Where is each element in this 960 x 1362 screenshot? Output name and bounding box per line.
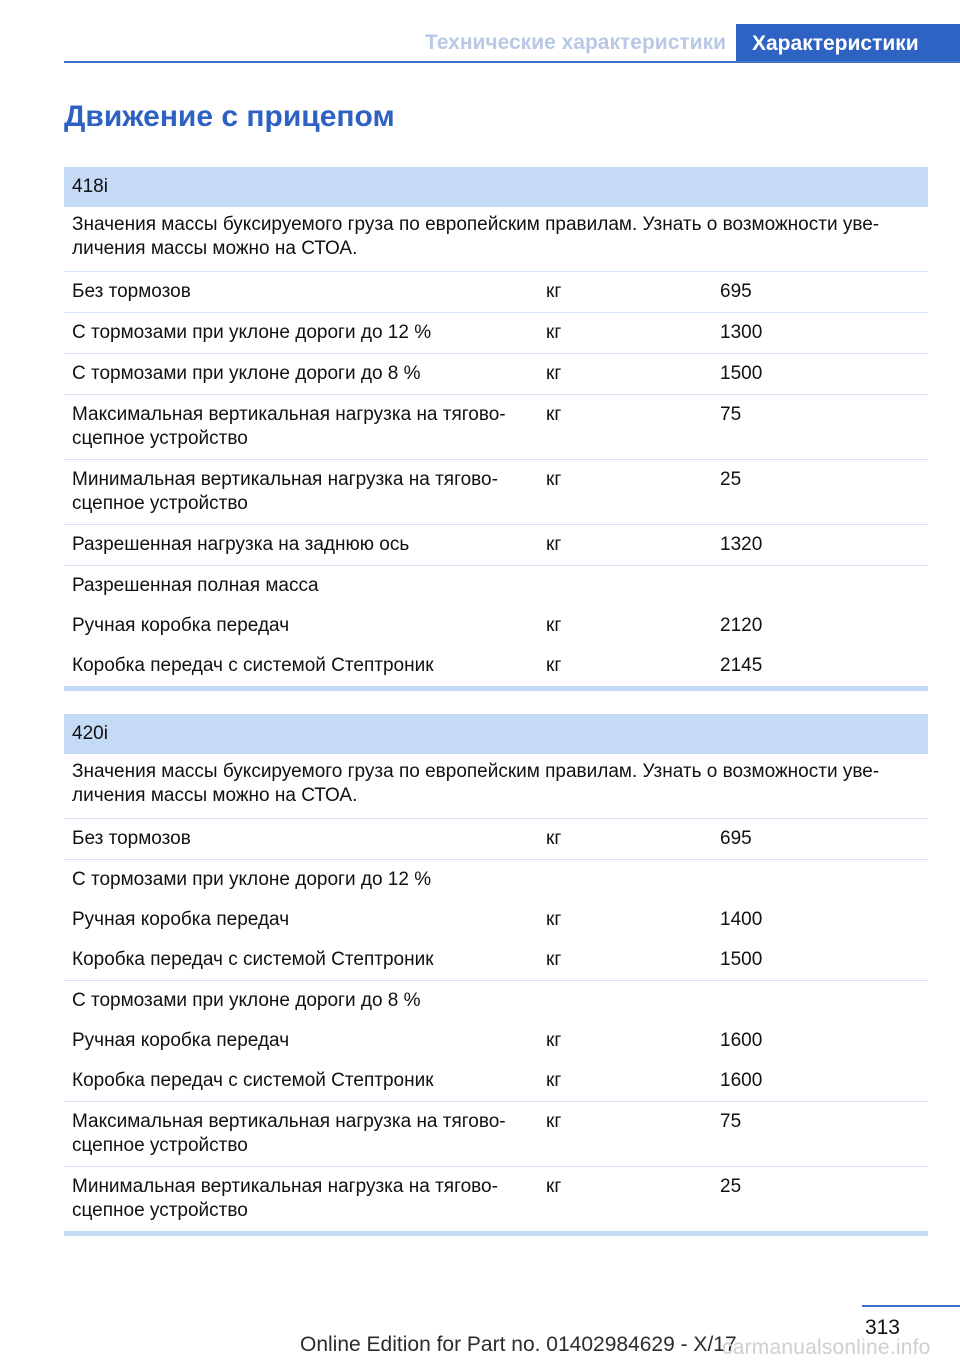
row-label: Ручная коробка передач bbox=[72, 909, 290, 930]
table-bottom-rule bbox=[64, 686, 928, 691]
table-row bbox=[64, 980, 928, 1021]
row-value bbox=[720, 574, 928, 598]
row-unit: кг bbox=[546, 655, 562, 676]
row-value: 1320 bbox=[720, 534, 763, 555]
row-unit: кг bbox=[546, 469, 562, 490]
row-label: С тормозами при уклоне дороги до 8 % bbox=[72, 363, 421, 384]
row-label: Разрешенная полная масса bbox=[72, 575, 319, 596]
row-value: 75 bbox=[720, 404, 742, 425]
header-section-title: Технические характеристики bbox=[424, 31, 726, 54]
table-row bbox=[64, 565, 928, 606]
table-row bbox=[64, 859, 928, 900]
table-note bbox=[64, 754, 928, 818]
table-note bbox=[64, 207, 928, 271]
table-row bbox=[64, 394, 928, 459]
row-label: Разрешенная нагрузка на заднюю ось bbox=[72, 534, 410, 555]
model-header: 418i bbox=[64, 167, 928, 207]
row-value bbox=[720, 868, 928, 892]
watermark: carmanualsonline.info bbox=[722, 1336, 931, 1359]
row-label: С тормозами при уклоне дороги до 12 % bbox=[72, 869, 432, 890]
note-text: Значения массы буксируемого груза по европейским правилам. Узнать о возможности уве-личения массы можно на СТОА. bbox=[72, 761, 880, 806]
row-unit: кг bbox=[546, 1030, 562, 1051]
row-unit bbox=[546, 989, 720, 1013]
table-row bbox=[64, 900, 928, 940]
row-unit: кг bbox=[546, 363, 562, 384]
row-value: 1600 bbox=[720, 1030, 763, 1051]
table-row bbox=[64, 1101, 928, 1166]
row-label: Максимальная вертикальная нагрузка на тягово-сцепное устройство bbox=[72, 1111, 506, 1156]
page-title: Движение с прицепом bbox=[64, 100, 395, 133]
table-row bbox=[64, 818, 928, 859]
row-unit bbox=[546, 868, 720, 892]
row-unit: кг bbox=[546, 828, 562, 849]
row-unit: кг bbox=[546, 949, 562, 970]
row-value: 25 bbox=[720, 1176, 742, 1197]
table-row bbox=[64, 646, 928, 686]
row-label: Максимальная вертикальная нагрузка на тягово-сцепное устройство bbox=[72, 404, 506, 449]
row-label: С тормозами при уклоне дороги до 12 % bbox=[72, 322, 432, 343]
row-label: Без тормозов bbox=[72, 281, 191, 302]
row-value: 2120 bbox=[720, 615, 763, 636]
row-unit: кг bbox=[546, 404, 562, 425]
table-row bbox=[64, 1021, 928, 1061]
table-row bbox=[64, 940, 928, 980]
row-unit: кг bbox=[546, 1176, 562, 1197]
row-value: 1500 bbox=[720, 363, 763, 384]
row-unit: кг bbox=[546, 909, 562, 930]
header-divider bbox=[64, 61, 960, 63]
page-number: 313 bbox=[864, 1316, 900, 1339]
row-unit: кг bbox=[546, 1070, 562, 1091]
row-label: С тормозами при уклоне дороги до 8 % bbox=[72, 990, 421, 1011]
row-value: 1600 bbox=[720, 1070, 763, 1091]
row-value: 1300 bbox=[720, 322, 763, 343]
note-text: Значения массы буксируемого груза по европейским правилам. Узнать о возможности уве-личения массы можно на СТОА. bbox=[72, 214, 880, 259]
row-unit bbox=[546, 574, 720, 598]
page-number-rule bbox=[862, 1305, 960, 1307]
spec-table-420i bbox=[64, 714, 928, 1236]
spec-table-418i bbox=[64, 167, 928, 691]
row-label: Коробка передач с системой Стептроник bbox=[72, 1070, 434, 1091]
table-row bbox=[64, 353, 928, 394]
row-value: 75 bbox=[720, 1111, 742, 1132]
row-value: 2145 bbox=[720, 655, 763, 676]
row-unit: кг bbox=[546, 1111, 562, 1132]
table-bottom-rule bbox=[64, 1231, 928, 1236]
header-chapter-tab: Характеристики bbox=[736, 24, 960, 63]
row-label: Минимальная вертикальная нагрузка на тягово-сцепное устройство bbox=[72, 1176, 498, 1221]
model-header: 420i bbox=[64, 714, 928, 754]
table-row bbox=[64, 271, 928, 312]
row-label: Без тормозов bbox=[72, 828, 191, 849]
row-value: 695 bbox=[720, 281, 752, 302]
row-label: Коробка передач с системой Стептроник bbox=[72, 655, 434, 676]
footer-edition: Online Edition for Part no. 01402984629 - X/17 bbox=[300, 1333, 737, 1356]
row-unit: кг bbox=[546, 534, 562, 555]
row-unit: кг bbox=[546, 615, 562, 636]
row-value: 25 bbox=[720, 469, 742, 490]
row-label: Ручная коробка передач bbox=[72, 615, 290, 636]
row-unit: кг bbox=[546, 281, 562, 302]
row-value bbox=[720, 989, 928, 1013]
row-value: 1400 bbox=[720, 909, 763, 930]
table-row bbox=[64, 1061, 928, 1101]
row-value: 695 bbox=[720, 828, 752, 849]
table-row bbox=[64, 606, 928, 646]
table-row bbox=[64, 312, 928, 353]
row-label: Ручная коробка передач bbox=[72, 1030, 290, 1051]
row-label: Коробка передач с системой Стептроник bbox=[72, 949, 434, 970]
row-unit: кг bbox=[546, 322, 562, 343]
table-row bbox=[64, 1166, 928, 1231]
row-label: Минимальная вертикальная нагрузка на тягово-сцепное устройство bbox=[72, 469, 498, 514]
table-row bbox=[64, 459, 928, 524]
row-value: 1500 bbox=[720, 949, 763, 970]
table-row bbox=[64, 524, 928, 565]
